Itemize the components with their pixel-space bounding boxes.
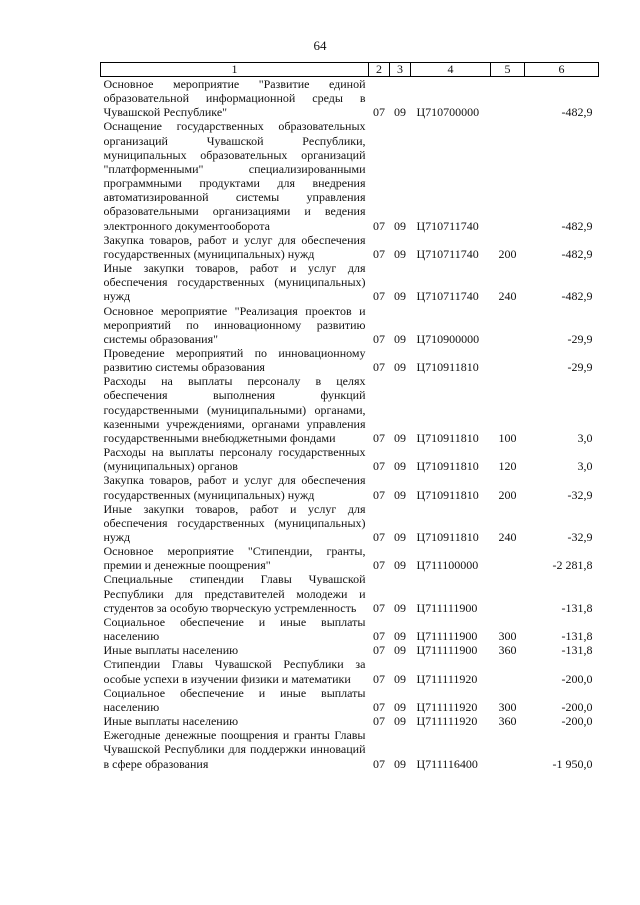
row-section: 07	[373, 487, 385, 502]
row-name: Проведение мероприятий по инновационному развитию системы образования	[103, 345, 366, 375]
row-amount: -29,9	[567, 331, 593, 346]
row-expense-type: 240	[498, 289, 517, 304]
row-expense-type: 360	[498, 643, 517, 658]
row-expense-type	[491, 346, 525, 374]
table-row	[101, 261, 599, 303]
page-number: 64	[313, 38, 327, 53]
row-expense-type: 240	[498, 530, 517, 544]
row-expense-type	[491, 657, 525, 685]
row-target-article: Ц710911810	[416, 430, 479, 445]
row-target-article: Ц710711740	[416, 246, 479, 261]
row-section: 07	[373, 671, 385, 686]
row-amount: -29,9	[567, 360, 593, 375]
row-name: Оснащение государственных образовательных организаций Чувашской Республики, муниципальных образовательных организаций "платформенными" специализированными программными продуктами для внедрения автоматизированной системы управления образовательными организациями и ведения электронного документооборота	[103, 119, 366, 233]
row-name: Основное мероприятие "Реализация проектов и мероприятий по инновационному развитию системы образования"	[103, 303, 366, 346]
row-target-article: Ц710700000	[416, 105, 480, 120]
row-name: Расходы на выплаты персоналу государственных (муниципальных) органов	[103, 445, 366, 474]
row-subsection: 09	[394, 246, 406, 261]
budget-table	[100, 62, 599, 771]
row-expense-type	[491, 572, 525, 614]
row-expense-type	[491, 119, 525, 232]
row-amount: 3,0	[577, 459, 593, 474]
row-subsection: 09	[394, 105, 406, 120]
table-row	[101, 686, 599, 714]
row-amount: -482,9	[561, 218, 593, 233]
row-target-article: Ц710900000	[416, 331, 480, 346]
row-section: 07	[373, 643, 385, 658]
row-section: 07	[373, 600, 385, 615]
row-amount: -131,8	[561, 629, 593, 644]
header-row	[101, 63, 599, 77]
row-expense-type: 360	[498, 714, 517, 729]
row-target-article: Ц711111900	[416, 629, 478, 644]
row-subsection: 09	[394, 699, 406, 714]
row-name: Социальное обеспечение и иные выплаты населению	[103, 685, 366, 714]
row-expense-type: 100	[498, 430, 517, 445]
row-section: 07	[373, 699, 385, 714]
row-name: Иные выплаты населению	[103, 714, 239, 729]
row-target-article: Ц710711740	[416, 289, 479, 304]
table-row	[101, 304, 599, 346]
row-name: Закупка товаров, работ и услуг для обеспечения государственных (муниципальных) нужд	[103, 232, 366, 261]
row-expense-type	[491, 77, 525, 120]
row-section: 07	[373, 756, 385, 771]
row-subsection: 09	[394, 756, 406, 771]
row-section: 07	[373, 331, 385, 346]
table-row	[101, 643, 599, 657]
row-amount: -131,8	[561, 643, 593, 658]
row-expense-type: 300	[498, 629, 517, 644]
header-col-2: 2	[369, 63, 390, 77]
row-section: 07	[373, 629, 385, 644]
row-target-article: Ц711111920	[416, 714, 478, 729]
row-amount: -200,0	[561, 671, 593, 686]
row-name: Ежегодные денежные поощрения и гранты Главы Чувашской Республики для поддержки инноваций в сфере образования	[103, 728, 366, 771]
row-expense-type: 200	[498, 487, 517, 502]
table-row	[101, 346, 599, 374]
table-row	[101, 544, 599, 572]
row-amount: -482,9	[561, 105, 593, 120]
table-row	[101, 502, 599, 544]
row-target-article: Ц710911810	[416, 487, 479, 502]
row-amount: -482,9	[561, 246, 593, 261]
row-name: Основное мероприятие "Стипендии, гранты, премии и денежные поощрения"	[103, 544, 366, 573]
row-amount: -131,8	[561, 600, 593, 615]
row-subsection: 09	[394, 360, 406, 375]
row-section: 07	[373, 246, 385, 261]
row-section: 07	[373, 218, 385, 233]
row-expense-type	[491, 304, 525, 346]
row-section: 07	[373, 530, 385, 544]
row-amount: -482,9	[561, 289, 593, 304]
table-row	[101, 445, 599, 473]
row-name: Иные закупки товаров, работ и услуг для обеспечения государственных (муниципальных) нужд	[103, 501, 366, 544]
row-expense-type: 300	[498, 699, 517, 714]
row-amount: -1 950,0	[552, 756, 593, 771]
row-name: Закупка товаров, работ и услуг для обеспечения государственных (муниципальных) нужд	[103, 473, 366, 502]
row-amount: -32,9	[567, 487, 593, 502]
row-section: 07	[373, 714, 385, 729]
row-amount: 3,0	[577, 430, 593, 445]
row-name: Социальное обеспечение и иные выплаты населению	[103, 614, 366, 644]
table-row	[101, 119, 599, 232]
row-amount: -32,9	[567, 530, 593, 544]
row-target-article: Ц710911810	[416, 530, 479, 544]
table-header	[101, 63, 599, 77]
row-amount: -2 281,8	[552, 558, 593, 573]
row-subsection: 09	[394, 530, 406, 544]
row-name: Специальные стипендии Главы Чувашской Республики для представителей молодежи и студентов за особую творческую устремленность	[103, 572, 366, 615]
header-col-1: 1	[101, 63, 369, 77]
table-row	[101, 374, 599, 445]
table-row	[101, 473, 599, 501]
row-subsection: 09	[394, 629, 406, 644]
row-target-article: Ц710911810	[416, 459, 479, 474]
row-subsection: 09	[394, 600, 406, 615]
table-row	[101, 233, 599, 261]
row-subsection: 09	[394, 218, 406, 233]
row-name: Стипендии Главы Чувашской Республики за особые успехи в изучении физики и математики	[103, 657, 366, 686]
table-body	[101, 77, 599, 771]
row-amount: -200,0	[561, 699, 593, 714]
row-target-article: Ц711100000	[416, 558, 479, 573]
row-section: 07	[373, 558, 385, 573]
row-subsection: 09	[394, 331, 406, 346]
row-amount: -200,0	[561, 714, 593, 729]
header-col-3: 3	[390, 63, 411, 77]
row-name: Иные закупки товаров, работ и услуг для обеспечения государственных (муниципальных) нужд	[103, 261, 366, 304]
row-section: 07	[373, 459, 385, 474]
row-name: Расходы на выплаты персоналу в целях обеспечения выполнения функций государственными (муниципальными) органами, казенными учреждениями, органами управления государственными внебюджетными фондами	[103, 374, 366, 445]
row-expense-type: 200	[498, 246, 517, 261]
table-row	[101, 77, 599, 120]
row-target-article: Ц711111900	[416, 643, 478, 658]
row-subsection: 09	[394, 459, 406, 474]
row-subsection: 09	[394, 487, 406, 502]
row-expense-type	[491, 544, 525, 572]
table-row	[101, 714, 599, 728]
row-target-article: Ц710711740	[416, 218, 479, 233]
row-expense-type	[491, 728, 525, 770]
row-target-article: Ц711111920	[416, 671, 478, 686]
row-expense-type: 120	[498, 459, 517, 474]
row-subsection: 09	[394, 714, 406, 729]
row-section: 07	[373, 105, 385, 120]
table-row	[101, 728, 599, 770]
row-target-article: Ц710911810	[416, 360, 479, 375]
row-section: 07	[373, 289, 385, 304]
row-name: Иные выплаты населению	[103, 643, 239, 658]
header-col-5: 5	[491, 63, 525, 77]
row-subsection: 09	[394, 643, 406, 658]
row-target-article: Ц711111920	[416, 699, 478, 714]
row-subsection: 09	[394, 430, 406, 445]
row-subsection: 09	[394, 671, 406, 686]
header-col-4: 4	[411, 63, 491, 77]
row-subsection: 09	[394, 558, 406, 573]
row-section: 07	[373, 360, 385, 375]
row-section: 07	[373, 430, 385, 445]
table-row	[101, 615, 599, 643]
row-name: Основное мероприятие "Развитие единой образовательной информационной среды в Чувашской Республике"	[103, 77, 366, 120]
row-target-article: Ц711116400	[416, 756, 478, 771]
row-subsection: 09	[394, 289, 406, 304]
header-col-6: 6	[525, 63, 599, 77]
row-target-article: Ц711111900	[416, 600, 478, 615]
table-row	[101, 657, 599, 685]
table-row	[101, 572, 599, 614]
